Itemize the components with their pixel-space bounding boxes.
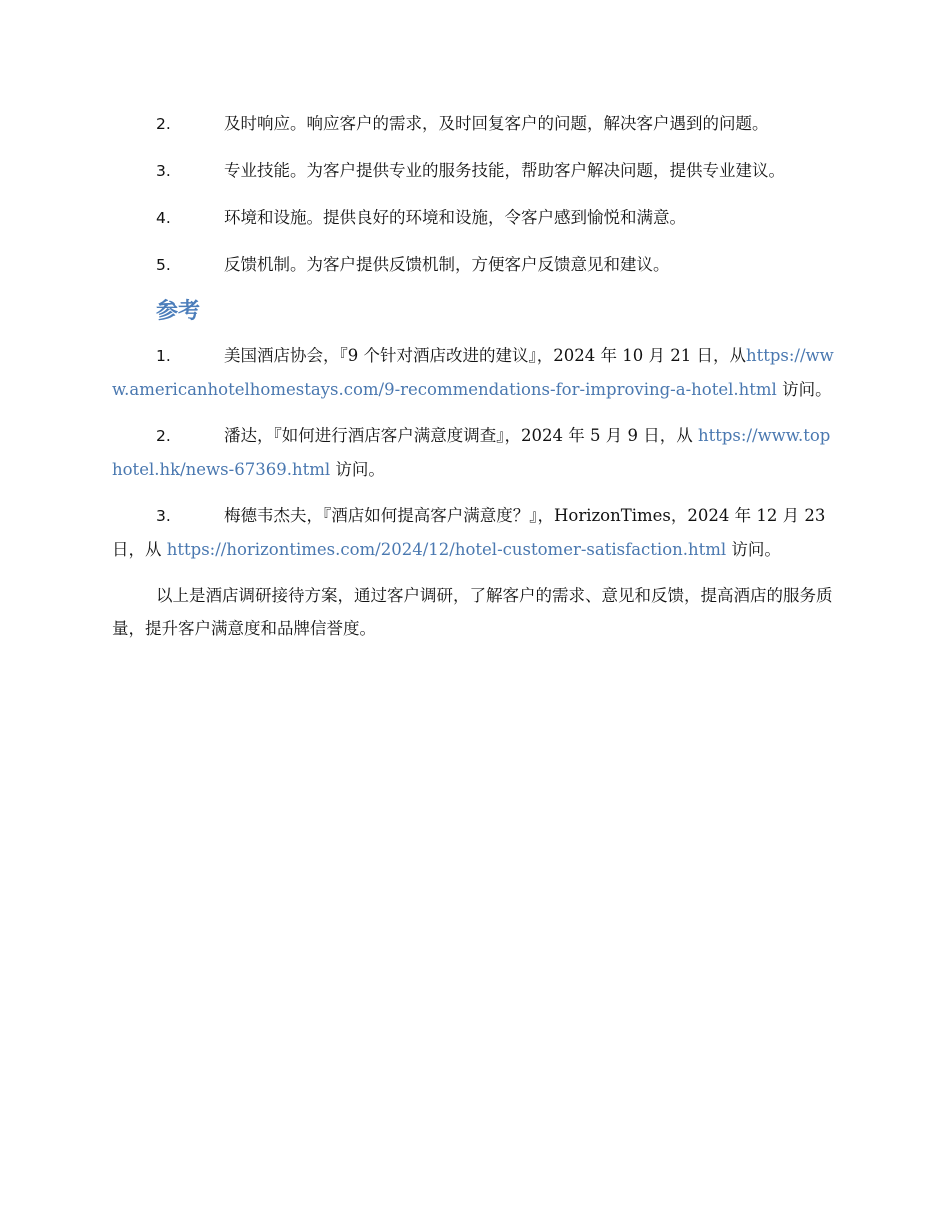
reference-text: 梅德韦杰夫，『酒店如何提高客户满意度？』，HorizonTimes，2024 年 12 月 23 日，从	[112, 506, 826, 559]
reference-number: 2.	[156, 427, 171, 445]
list-item	[112, 248, 840, 282]
list-number: 4.	[156, 209, 171, 227]
list-number: 2.	[156, 115, 171, 133]
list-item	[112, 154, 840, 188]
reference-link[interactable]: https://www.americanhotelhomestays.com/9-recommendations-for-improving-a-hotel.html	[112, 346, 834, 399]
list-text: 及时响应。响应客户的需求，及时回复客户的问题，解决客户遇到的问题。	[224, 114, 769, 133]
references-heading: 参考	[156, 299, 201, 324]
reference-suffix: 访问。	[726, 540, 781, 559]
reference-text: 美国酒店协会，『9 个针对酒店改进的建议』，2024 年 10 月 21 日，从	[224, 346, 746, 365]
reference-item	[112, 339, 840, 406]
list-number: 3.	[156, 162, 171, 180]
reference-link[interactable]: https://horizontimes.com/2024/12/hotel-customer-satisfaction.html	[166, 540, 727, 559]
document-content	[112, 107, 840, 645]
reference-item	[112, 499, 840, 566]
list-text: 反馈机制。为客户提供反馈机制，方便客户反馈意见和建议。	[224, 255, 670, 274]
reference-text: 潘达，『如何进行酒店客户满意度调查』，2024 年 5 月 9 日，从	[224, 426, 698, 445]
conclusion-paragraph: 以上是酒店调研接待方案，通过客户调研，了解客户的需求、意见和反馈，提高酒店的服务质量，提升客户满意度和品牌信誉度。	[112, 586, 833, 638]
reference-suffix: 访问。	[776, 380, 832, 399]
reference-suffix: 访问。	[330, 460, 385, 479]
reference-number: 1.	[156, 347, 171, 365]
reference-number: 3.	[156, 507, 171, 525]
reference-item	[112, 419, 840, 486]
reference-link[interactable]: https://www.tophotel.hk/news-67369.html	[112, 426, 831, 479]
list-item	[112, 201, 840, 235]
list-text: 环境和设施。提供良好的环境和设施，令客户感到愉悦和满意。	[224, 208, 686, 227]
list-text: 专业技能。为客户提供专业的服务技能，帮助客户解决问题，提供专业建议。	[224, 161, 785, 180]
list-item	[112, 107, 840, 141]
list-number: 5.	[156, 256, 171, 274]
